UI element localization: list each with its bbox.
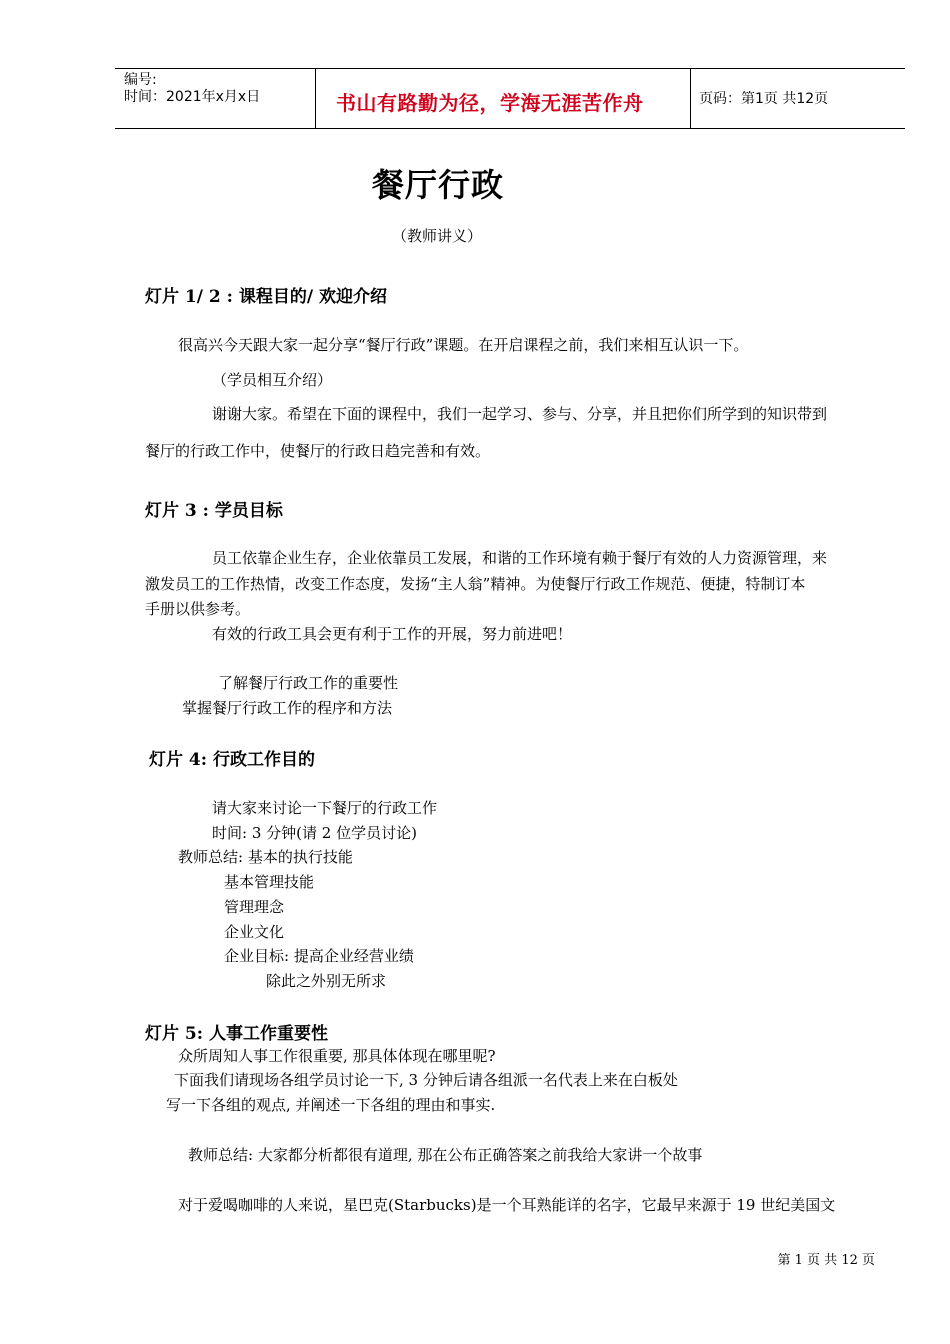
header-motto: 书山有路勤为径，学海无涯苦作舟 — [336, 91, 644, 115]
list-line: 基本管理技能 — [224, 873, 315, 891]
paragraph: 餐厅的行政工作中，使餐厅的行政日趋完善和有效。 — [145, 442, 491, 460]
goal-item: 了解餐厅行政工作的重要性 — [218, 674, 399, 692]
paragraph: 教师总结: 大家都分析都很有道理, 那在公布正确答案之前我给大家讲一个故事 — [188, 1146, 703, 1164]
section-heading-slide-3: 灯片 3 : 学员目标 — [145, 501, 283, 521]
header-divider-left — [315, 68, 316, 129]
section-heading-slide-4: 灯片 4: 行政工作目的 — [149, 750, 315, 770]
paragraph: 下面我们请现场各组学员讨论一下, 3 分钟后请各组派一名代表上来在白板处 — [174, 1071, 678, 1089]
paragraph: 众所周知人事工作很重要, 那具体体现在哪里呢? — [178, 1047, 496, 1065]
goal-item: 掌握餐厅行政工作的程序和方法 — [182, 699, 393, 717]
paragraph: 写一下各组的观点, 并阐述一下各组的理由和事实. — [166, 1096, 496, 1114]
header-top-rule — [115, 68, 905, 69]
list-line: 企业文化 — [224, 923, 285, 941]
paragraph: 对于爱喝咖啡的人来说，星巴克(Starbucks)是一个耳熟能详的名字，它最早来源于 19 世纪美国文 — [178, 1196, 836, 1214]
header-bottom-rule — [115, 128, 905, 129]
paragraph: 谢谢大家。希望在下面的课程中，我们一起学习、参与、分享，并且把你们所学到的知识带到 — [212, 405, 828, 423]
list-line: 请大家来讨论一下餐厅的行政工作 — [212, 799, 438, 817]
paragraph: 很高兴今天跟大家一起分享“餐厅行政”课题。在开启课程之前，我们来相互认识一下。 — [178, 336, 749, 354]
list-line: 管理理念 — [224, 898, 285, 916]
list-line: 时间: 3 分钟(请 2 位学员讨论) — [212, 824, 417, 842]
list-line: 除此之外别无所求 — [266, 972, 387, 990]
document-title: 餐厅行政 — [372, 166, 505, 204]
list-line: 教师总结: 基本的执行技能 — [178, 848, 353, 866]
header-page-info: 页码：第1页 共12页 — [699, 91, 829, 107]
document-subtitle: （教师讲义） — [392, 227, 483, 245]
section-heading-slide-5: 灯片 5: 人事工作重要性 — [145, 1024, 328, 1044]
list-line: 企业目标: 提高企业经营业绩 — [224, 947, 414, 965]
header-number-label: 编号: — [124, 72, 157, 88]
section-heading-slide-1-2: 灯片 1/ 2 : 课程目的/ 欢迎介绍 — [145, 287, 387, 307]
paragraph: 手册以供参考。 — [145, 600, 251, 618]
footer-page-info: 第 1 页 共 12 页 — [777, 1253, 875, 1268]
paragraph: 员工依靠企业生存，企业依靠员工发展，和谐的工作环境有赖于餐厅有效的人力资源管理，来 — [212, 549, 828, 567]
paragraph: （学员相互介绍） — [212, 371, 333, 389]
paragraph: 激发员工的工作热情，改变工作态度，发扬“主人翁”精神。为使餐厅行政工作规范、便捷，特制订本 — [145, 575, 806, 593]
header-time-label: 时间：2021年x月x日 — [124, 89, 261, 105]
paragraph: 有效的行政工具会更有利于工作的开展，努力前进吧！ — [212, 625, 573, 643]
header-divider-right — [690, 68, 691, 129]
